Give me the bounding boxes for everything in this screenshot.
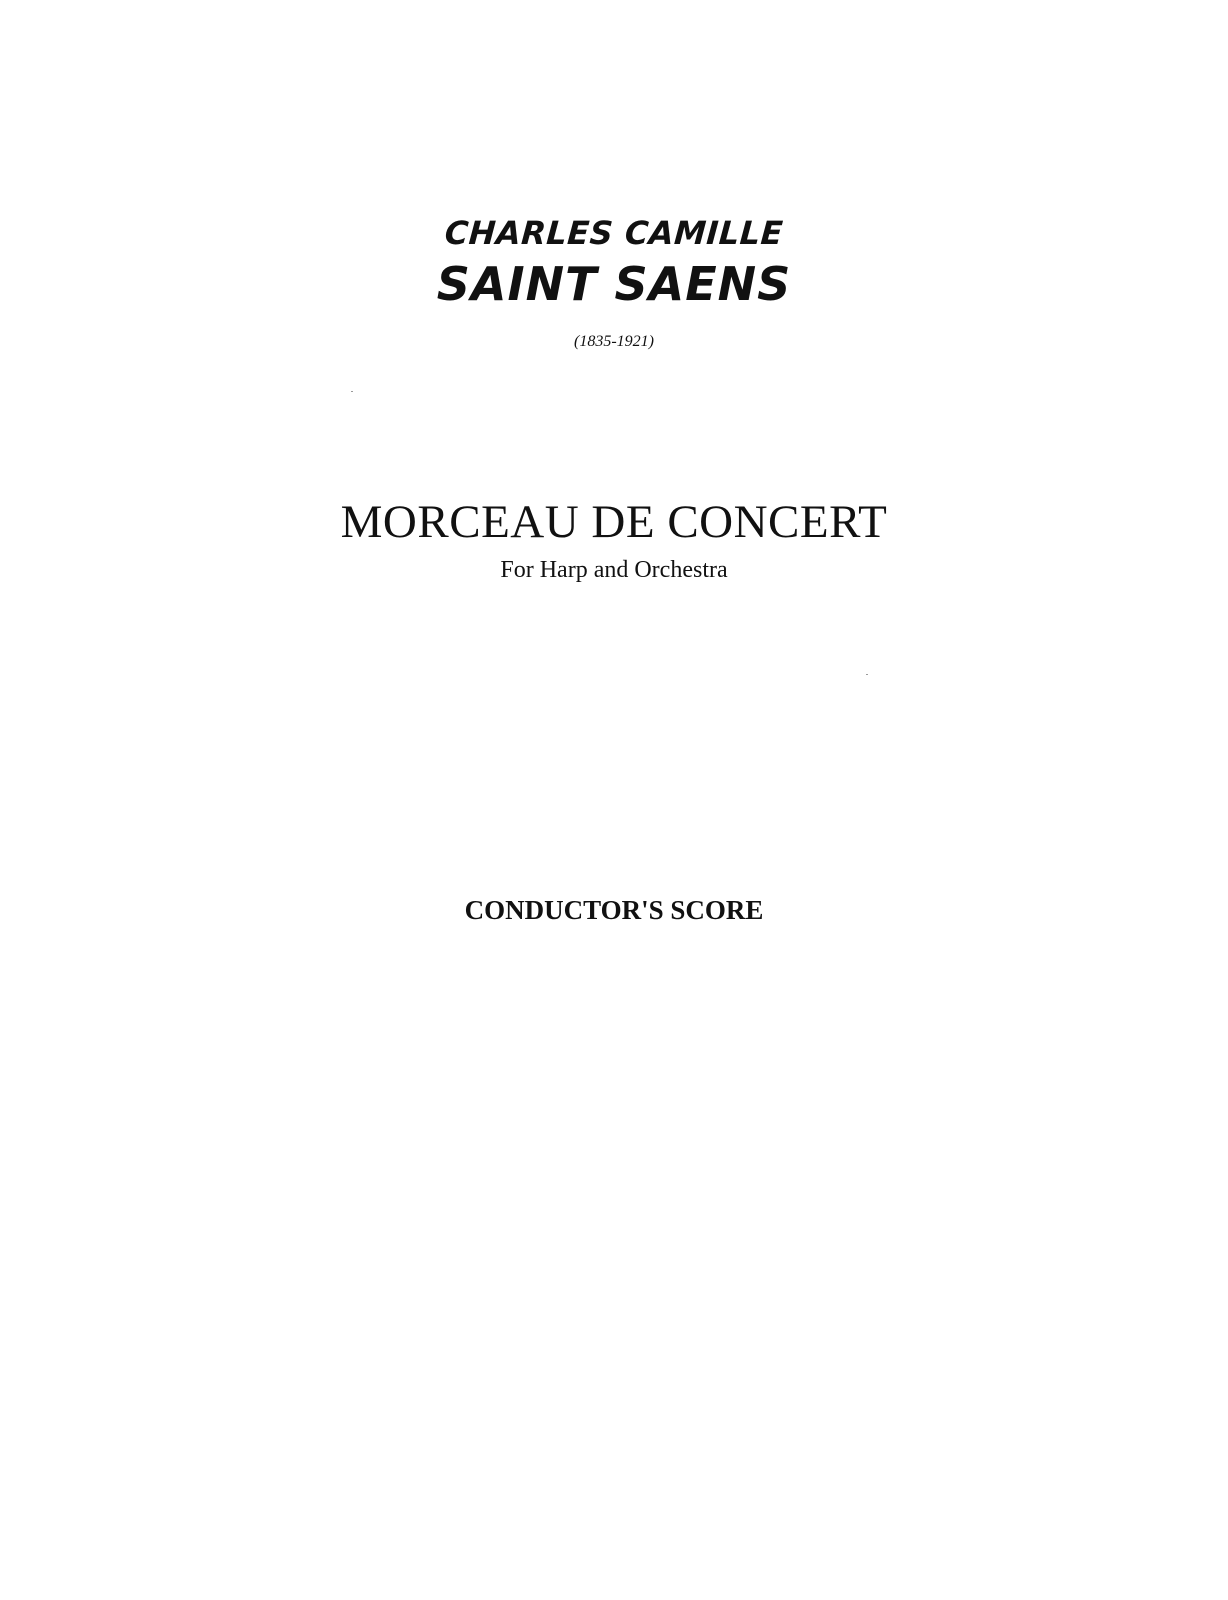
- composer-last-name: SAINT SAENS: [436, 257, 792, 311]
- work-subtitle: For Harp and Orchestra: [500, 557, 728, 583]
- scan-speck: [351, 391, 353, 392]
- composer-dates: (1835-1921): [574, 333, 654, 350]
- score-type-label: CONDUCTOR'S SCORE: [464, 895, 764, 925]
- composer-first-names: CHARLES CAMILLE: [443, 214, 785, 252]
- work-title: MORCEAU DE CONCERT: [340, 496, 888, 548]
- scan-speck: [866, 674, 868, 675]
